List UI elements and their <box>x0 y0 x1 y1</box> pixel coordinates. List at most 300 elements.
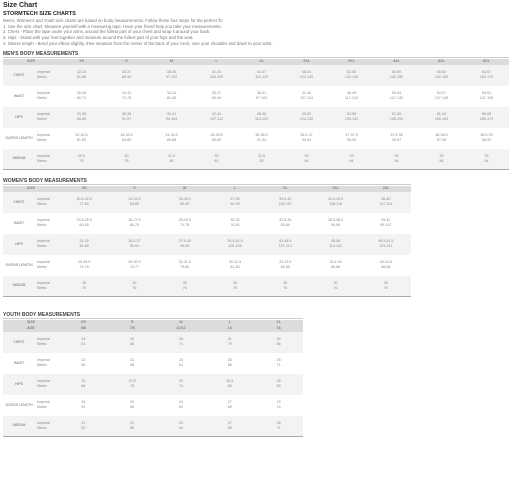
measurement-name: WAIST <box>13 360 25 365</box>
unit-labels <box>35 276 59 297</box>
measurement-cell <box>284 128 329 149</box>
metric-value: 76 <box>82 285 87 290</box>
imperial-label: Imperial <box>37 400 50 405</box>
metric-value: 74 <box>276 405 281 410</box>
metric-value: 99-104 <box>165 117 178 122</box>
measurement-cell <box>310 213 360 234</box>
imperial-value: 45-48 <box>330 239 341 244</box>
measurement-cell <box>329 128 374 149</box>
unit-labels <box>35 192 59 213</box>
metric-value: 76 <box>232 285 237 290</box>
measurement-cell <box>194 86 239 107</box>
measurement-cell <box>108 374 157 395</box>
metric-value: 90-98 <box>330 223 341 228</box>
imperial-value: 29-29.5 <box>78 260 91 265</box>
measurement-cell <box>59 213 109 234</box>
imperial-value: 33-34.5 <box>128 197 141 202</box>
imperial-value: 39.5-41.5 <box>227 239 243 244</box>
imperial-value: 39.5-42 <box>279 197 292 202</box>
imperial-value: 30 <box>124 153 129 158</box>
metric-value: 114-122 <box>255 117 268 122</box>
measurement-row <box>3 276 411 297</box>
metric-value: 83 <box>259 158 264 163</box>
imperial-value: 45-48 <box>256 112 267 117</box>
imperial-value: 60-63 <box>436 70 447 75</box>
unit-labels <box>35 86 59 107</box>
metric-value: 84 <box>484 158 489 163</box>
measurement-cell <box>108 416 157 437</box>
metric-label: Metric <box>37 384 47 389</box>
measurement-cell <box>210 213 260 234</box>
imperial-label: Imperial <box>37 133 50 138</box>
imperial-value: 26-27.5 <box>128 218 141 223</box>
measurement-cell <box>194 107 239 128</box>
imperial-value: 26-28 <box>76 91 87 96</box>
metric-value: 61 <box>178 405 183 410</box>
imperial-value: 35-37 <box>121 70 132 75</box>
measurement-name: SLEEVE LENGTH <box>5 262 33 267</box>
age-header-cell: 5/6 <box>59 326 108 332</box>
measurement-cell <box>239 107 284 128</box>
measurement-row <box>3 374 303 395</box>
imperial-value: 28 <box>276 420 281 425</box>
measurement-cell <box>374 128 419 149</box>
imperial-value: 32 <box>214 153 219 158</box>
size-header-cell: S <box>108 320 157 326</box>
metric-value: 100-107 <box>278 202 292 207</box>
imperial-value: 27 <box>227 420 232 425</box>
measurement-cell <box>104 65 149 86</box>
unit-labels <box>35 353 59 374</box>
mens-section-title: MEN'S BODY MEASUREMENTS <box>3 51 509 58</box>
metric-label: Metric <box>37 202 47 207</box>
measurement-cell <box>361 276 411 297</box>
metric-value: 75 <box>79 158 84 163</box>
measurement-row <box>3 192 411 213</box>
age-header-cell: 7/8 <box>108 326 157 332</box>
size-header-cell: XS <box>59 186 109 192</box>
imperial-label: Imperial <box>37 420 50 425</box>
unit-labels <box>35 65 59 86</box>
metric-value: 85-86 <box>330 265 341 270</box>
size-label: SIZE <box>3 320 59 326</box>
table-end-line <box>3 297 411 298</box>
measurement-row <box>3 332 303 353</box>
measurement-cell <box>59 107 104 128</box>
size-header-cell: M <box>160 186 210 192</box>
metric-label: Metric <box>37 75 47 80</box>
metric-value: 64 <box>178 425 183 430</box>
table-end-line <box>3 170 509 171</box>
measurement-row <box>3 234 411 255</box>
size-header-cell: XS <box>59 59 104 65</box>
metric-value: 108-116 <box>329 202 342 207</box>
metric-value: 71 <box>276 425 281 430</box>
imperial-label: Imperial <box>37 197 50 202</box>
imperial-label: Imperial <box>37 337 50 342</box>
measurement-cell <box>374 65 419 86</box>
measurement-cell <box>361 213 411 234</box>
metric-value: 132-140 <box>344 75 359 80</box>
metric-value: 58 <box>130 425 135 430</box>
measurement-cell <box>239 65 284 86</box>
imperial-value: 30 <box>232 280 237 285</box>
metric-value: 124-132 <box>299 117 314 122</box>
measurement-cell <box>260 276 310 297</box>
measurement-cell <box>160 192 210 213</box>
imperial-value: 35 <box>276 379 281 384</box>
measurement-cell <box>210 192 260 213</box>
metric-value: 165-173 <box>479 117 494 122</box>
measurement-name: CHEST <box>3 192 35 213</box>
womens-section-title: WOMEN'S BODY MEASUREMENTS <box>3 178 411 185</box>
imperial-value: 32-34 <box>76 70 87 75</box>
measurement-cell <box>260 213 310 234</box>
metric-value: 56 <box>130 405 135 410</box>
mens-section <box>3 51 509 171</box>
measurement-cell <box>310 234 360 255</box>
measurement-cell <box>205 395 254 416</box>
measurement-cell <box>160 276 210 297</box>
measurement-cell <box>254 332 303 353</box>
measurement-cell <box>254 353 303 374</box>
age-header-cell: 14 <box>205 326 254 332</box>
metric-value: 94-95 <box>346 138 357 143</box>
measurement-name: HIPS <box>3 234 35 255</box>
measurement-cell <box>329 107 374 128</box>
measurement-cell <box>284 107 329 128</box>
imperial-value: 34-34.5 <box>379 260 392 265</box>
metric-value: 66 <box>130 342 135 347</box>
metric-value: 80 <box>169 158 174 163</box>
measurement-cell <box>284 86 329 107</box>
metric-value: 76-81 <box>230 223 240 228</box>
metric-label: Metric <box>37 158 47 163</box>
metric-value: 83 <box>227 384 232 389</box>
metric-value: 84-85 <box>280 265 290 270</box>
metric-value: 137-145 <box>434 96 449 101</box>
measurement-cell <box>464 86 509 107</box>
measurement-row <box>3 416 303 437</box>
metric-value: 123-131 <box>379 244 393 249</box>
imperial-value: 31-31.5 <box>178 260 191 265</box>
table-end-row <box>3 437 303 438</box>
measurement-cell <box>254 416 303 437</box>
size-header-cell: L <box>210 186 260 192</box>
imperial-value: 32.5 <box>226 379 234 384</box>
imperial-value: 29 <box>276 400 281 405</box>
imperial-value: 28-29.5 <box>178 218 191 223</box>
measurement-cell <box>149 107 194 128</box>
imperial-value: 36-38 <box>121 112 132 117</box>
imperial-label: Imperial <box>37 358 50 363</box>
metric-value: 76 <box>182 285 187 290</box>
age-header-cell: 10/12 <box>157 326 206 332</box>
metric-value: 86-88 <box>381 265 391 270</box>
metric-value: 84-89 <box>76 117 87 122</box>
measurement-cell <box>59 86 104 107</box>
measurement-cell <box>109 192 159 213</box>
imperial-value: 22 <box>81 358 86 363</box>
imperial-value: 30 <box>283 280 288 285</box>
measurement-cell <box>374 86 419 107</box>
measurement-cell <box>464 107 509 128</box>
imperial-value: 37.5-38 <box>390 133 403 138</box>
metric-value: 69 <box>227 425 232 430</box>
imperial-value: 64-67 <box>481 70 492 75</box>
imperial-value: 28 <box>178 337 183 342</box>
measurement-cell <box>104 107 149 128</box>
size-header-cell: XS <box>59 320 108 326</box>
womens-section <box>3 178 509 298</box>
imperial-label: Imperial <box>37 218 50 223</box>
size-header-cell: M <box>149 59 194 65</box>
measurement-cell <box>59 255 109 276</box>
imperial-value: 33 <box>394 153 399 158</box>
instruction-line: 4. Sleeve length - Bend your elbow slightly, then measure from the center of the back of your neck, over your shoulder and down to your wrist. <box>3 40 273 46</box>
imperial-value: 42-44 <box>211 112 222 117</box>
youth-section-title: YOUTH BODY MEASUREMENTS <box>3 312 303 319</box>
measurement-cell <box>361 192 411 213</box>
measurement-cell <box>239 128 284 149</box>
measurement-cell <box>59 192 109 213</box>
imperial-value: 23 <box>130 358 135 363</box>
measurement-cell <box>157 416 206 437</box>
unit-labels <box>35 374 59 395</box>
measurement-row <box>3 107 509 128</box>
imperial-value: 49-52 <box>301 112 312 117</box>
measurement-cell <box>104 128 149 149</box>
imperial-value: 25 <box>81 379 86 384</box>
metric-value: 79-80 <box>180 265 190 270</box>
imperial-value: 32.5-35 <box>279 218 292 223</box>
metric-value: 90-94 <box>129 244 140 249</box>
size-header-cell: XL <box>254 320 303 326</box>
imperial-label: Imperial <box>37 70 50 75</box>
measurement-cell <box>205 416 254 437</box>
imperial-value: 30.5-32.5 <box>76 197 92 202</box>
imperial-value: 32-32.5 <box>228 260 242 265</box>
metric-value: 122-130 <box>299 75 314 80</box>
measurement-name: INSEAM <box>3 416 35 437</box>
imperial-label: Imperial <box>37 280 50 285</box>
metric-value: 89-94 <box>121 75 132 80</box>
measurement-cell <box>329 149 374 170</box>
measurement-name: CHEST <box>3 332 35 353</box>
metric-value: 84 <box>394 158 399 163</box>
imperial-value: 36-36.5 <box>255 133 268 138</box>
measurement-name: INSEAM <box>3 149 35 170</box>
measurement-cell <box>310 276 360 297</box>
metric-label: Metric <box>37 265 47 270</box>
imperial-value: 54-57 <box>436 91 447 96</box>
metric-value: 86-88 <box>166 138 177 143</box>
metric-value: 76 <box>333 285 338 290</box>
imperial-value: 33 <box>304 153 309 158</box>
imperial-label: Imperial <box>37 112 50 117</box>
metric-value: 84 <box>439 158 444 163</box>
imperial-value: 21 <box>81 420 86 425</box>
measurement-cell <box>59 234 109 255</box>
measurement-cell <box>260 192 310 213</box>
measurement-cell <box>310 255 360 276</box>
unit-labels <box>35 107 59 128</box>
measurement-row <box>3 128 509 149</box>
measurement-cell <box>59 149 104 170</box>
imperial-value: 35.5-37 <box>128 239 141 244</box>
metric-value: 66-71 <box>76 96 87 101</box>
metric-value: 84 <box>349 158 354 163</box>
imperial-value: 35-36.5 <box>178 197 191 202</box>
metric-value: 127-135 <box>389 96 404 101</box>
imperial-value: 24 <box>178 358 183 363</box>
measurement-cell <box>157 353 206 374</box>
measurement-cell <box>194 65 239 86</box>
imperial-label: Imperial <box>37 379 50 384</box>
metric-value: 76 <box>383 285 388 290</box>
imperial-label: Imperial <box>37 153 50 158</box>
metric-value: 81-83 <box>230 265 240 270</box>
imperial-value: 35-35.5 <box>210 133 223 138</box>
imperial-value: 29-31 <box>121 91 132 96</box>
measurement-cell <box>205 374 254 395</box>
metric-value: 112-119 <box>255 75 268 80</box>
imperial-value: 32.5 <box>258 153 265 158</box>
measurement-cell <box>284 65 329 86</box>
imperial-value: 27 <box>227 400 232 405</box>
metric-value: 61 <box>81 342 86 347</box>
size-header-cell: 4XL <box>374 59 419 65</box>
metric-label: Metric <box>37 96 47 101</box>
imperial-value: 57-60 <box>391 112 402 117</box>
table-end-row <box>3 170 509 171</box>
metric-value: 56 <box>81 363 86 368</box>
metric-value: 93-94 <box>301 138 312 143</box>
metric-value: 117-124 <box>379 202 393 207</box>
measurement-name: CHEST <box>3 65 35 86</box>
metric-value: 97-98 <box>436 138 447 143</box>
unit-labels <box>35 234 59 255</box>
measurement-cell <box>205 332 254 353</box>
measurement-row <box>3 255 411 276</box>
metric-value: 142-150 <box>389 75 404 80</box>
metric-value: 84-89 <box>79 244 89 249</box>
metric-value: 58 <box>130 363 135 368</box>
measurement-cell <box>210 255 260 276</box>
imperial-value: 33 <box>349 153 354 158</box>
imperial-value: 37-39 <box>230 197 240 202</box>
imperial-value: 31.5 <box>168 153 175 158</box>
measurement-cell <box>160 213 210 234</box>
metric-value: 84 <box>304 158 309 163</box>
measurement-cell <box>419 107 464 128</box>
instructions <box>3 18 509 47</box>
imperial-value: 46-49 <box>346 91 357 96</box>
size-header-cell: 3XL <box>329 59 374 65</box>
measurement-cell <box>160 234 210 255</box>
measurement-cell <box>374 149 419 170</box>
imperial-value: 26 <box>227 358 232 363</box>
measurement-cell <box>374 107 419 128</box>
imperial-value: 33.5-34 <box>329 260 342 265</box>
imperial-value: 42.5-45.5 <box>327 197 344 202</box>
unit-labels <box>35 416 59 437</box>
measurement-cell <box>157 374 206 395</box>
measurement-cell <box>59 353 108 374</box>
imperial-value: 48.5-51.5 <box>378 239 394 244</box>
metric-value: 84-85 <box>121 138 132 143</box>
metric-value: 99-107 <box>380 223 392 228</box>
measurement-cell <box>329 86 374 107</box>
measurement-cell <box>59 65 104 86</box>
size-header-cell: 5XL <box>419 59 464 65</box>
size-header-cell: XL <box>239 59 284 65</box>
measurement-cell <box>59 332 108 353</box>
page-title: Size Chart <box>3 2 38 9</box>
measurement-cell <box>419 149 464 170</box>
imperial-value: 35-37 <box>211 91 222 96</box>
instruction-line: 2. Chest - Place the tape under your arms, around the fullest part of your chest and wrap it around your back. <box>3 29 211 35</box>
metric-value: 91-93 <box>256 138 267 143</box>
metric-label: Metric <box>37 425 47 430</box>
measurement-cell <box>464 128 509 149</box>
metric-value: 81 <box>214 158 219 163</box>
metric-value: 51 <box>81 405 86 410</box>
measurement-cell <box>157 332 206 353</box>
imperial-value: 30-30.5 <box>128 260 141 265</box>
measurement-cell <box>149 86 194 107</box>
metric-value: 83-89 <box>280 223 290 228</box>
measurement-cell <box>194 128 239 149</box>
imperial-value: 30 <box>82 280 87 285</box>
measurement-cell <box>109 234 159 255</box>
imperial-value: 46-49 <box>381 197 391 202</box>
measurement-cell <box>59 276 109 297</box>
measurement-cell <box>419 128 464 149</box>
measurement-name: HIPS <box>3 374 35 395</box>
measurement-cell <box>108 395 157 416</box>
measurement-name: WAIST <box>13 93 25 98</box>
imperial-value: 36.5-37 <box>300 133 313 138</box>
imperial-value: 39-41 <box>166 112 177 117</box>
imperial-value: 38-38.5 <box>435 133 448 138</box>
unit-labels <box>35 332 59 353</box>
imperial-value: 42-44.5 <box>279 239 292 244</box>
size-label: SIZE <box>3 186 59 192</box>
measurement-cell <box>239 149 284 170</box>
metric-label: Metric <box>37 363 47 368</box>
youth-section <box>3 312 509 438</box>
measurement-cell <box>109 276 159 297</box>
metric-value: 104-109 <box>209 75 224 80</box>
metric-label: Metric <box>37 285 47 290</box>
imperial-value: 44-47 <box>256 70 267 75</box>
imperial-value: 27.5 <box>128 379 136 384</box>
metric-value: 76 <box>124 158 129 163</box>
imperial-value: 32-34 <box>166 91 177 96</box>
imperial-value: 29 <box>178 379 183 384</box>
measurement-cell <box>464 65 509 86</box>
womens-size-table <box>3 186 411 298</box>
metric-value: 89 <box>276 384 281 389</box>
size-header-cell: 2XL <box>284 59 329 65</box>
metric-value: 107-114 <box>300 96 313 101</box>
measurement-name: INSEAM <box>3 276 35 297</box>
size-header-cell: XL <box>260 186 310 192</box>
measurement-cell <box>59 374 108 395</box>
imperial-value: 53-56 <box>346 112 357 117</box>
metric-value: 74 <box>178 384 183 389</box>
